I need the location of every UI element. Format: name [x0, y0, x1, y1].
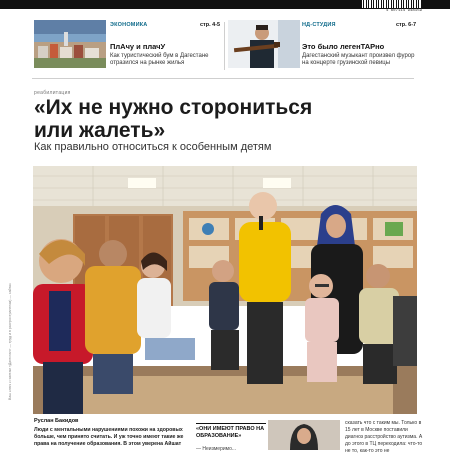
article-headline — [34, 96, 312, 142]
teaser-studio-pages: стр. 6-7 — [396, 22, 417, 28]
section-divider — [32, 78, 414, 79]
side-note: Ваш ключ к газетам «Дагестан» — труд и в распространении) — сайтах — [8, 283, 12, 400]
article-lead: Люди с ментальными нарушениями похожи на здоровых больше, чем принято считать. И уж точно имеют такие же права на получение образования. В этом уверена Айшат — [34, 427, 184, 447]
teaser-economy-title: ПлАчу и плачУ — [110, 42, 166, 51]
teaser-economy-pages: стр. 4-5 — [200, 22, 221, 28]
teaser-studio-subtitle: Дагестанский музыкант произвел фурор на концерте грузинской певицы — [302, 53, 415, 66]
teaser-studio-section: НД-СТУДИЯ — [302, 22, 336, 28]
teaser-economy[interactable] — [34, 20, 222, 72]
teaser-studio-title: Это было легенТАРно — [302, 42, 385, 51]
inline-photo — [268, 420, 340, 450]
teaser-economy-subtitle: Как туристический бум в Дагестане отразился на рынке жилья — [110, 53, 209, 66]
article-rubric: реабилитация — [34, 90, 71, 96]
barcode-number: 4 607114 948159 — [385, 9, 422, 13]
teaser-studio-image — [228, 20, 300, 68]
article-right-column: сказать что с таким мы. Только в 15 лет в Москве поставили диагноз расстройство аутизма. А до этого в ТЦ переходила: что-то не то, как-то это не — [345, 420, 423, 454]
article-author: Руслан Бакидов — [34, 418, 79, 424]
teaser-economy-section: ЭКОНОМИКА — [110, 22, 148, 28]
teaser-economy-image — [34, 20, 106, 68]
teaser-divider — [224, 22, 225, 70]
teaser-studio[interactable] — [228, 20, 418, 72]
headline-line-2: или жалеть» — [34, 119, 166, 142]
masthead-bar — [0, 0, 450, 9]
article-pull-body: — Неизмеримо... — [196, 446, 237, 452]
main-photo — [33, 166, 417, 414]
article-subhead: Как правильно относиться к особенным детям — [34, 141, 272, 153]
article-pullquote: «ОНИ ИМЕЮТ ПРАВО НА ОБРАЗОВАНИЕ» — [196, 423, 266, 440]
barcode — [362, 0, 422, 8]
headline-line-1: «Их не нужно сторониться — [34, 96, 313, 119]
